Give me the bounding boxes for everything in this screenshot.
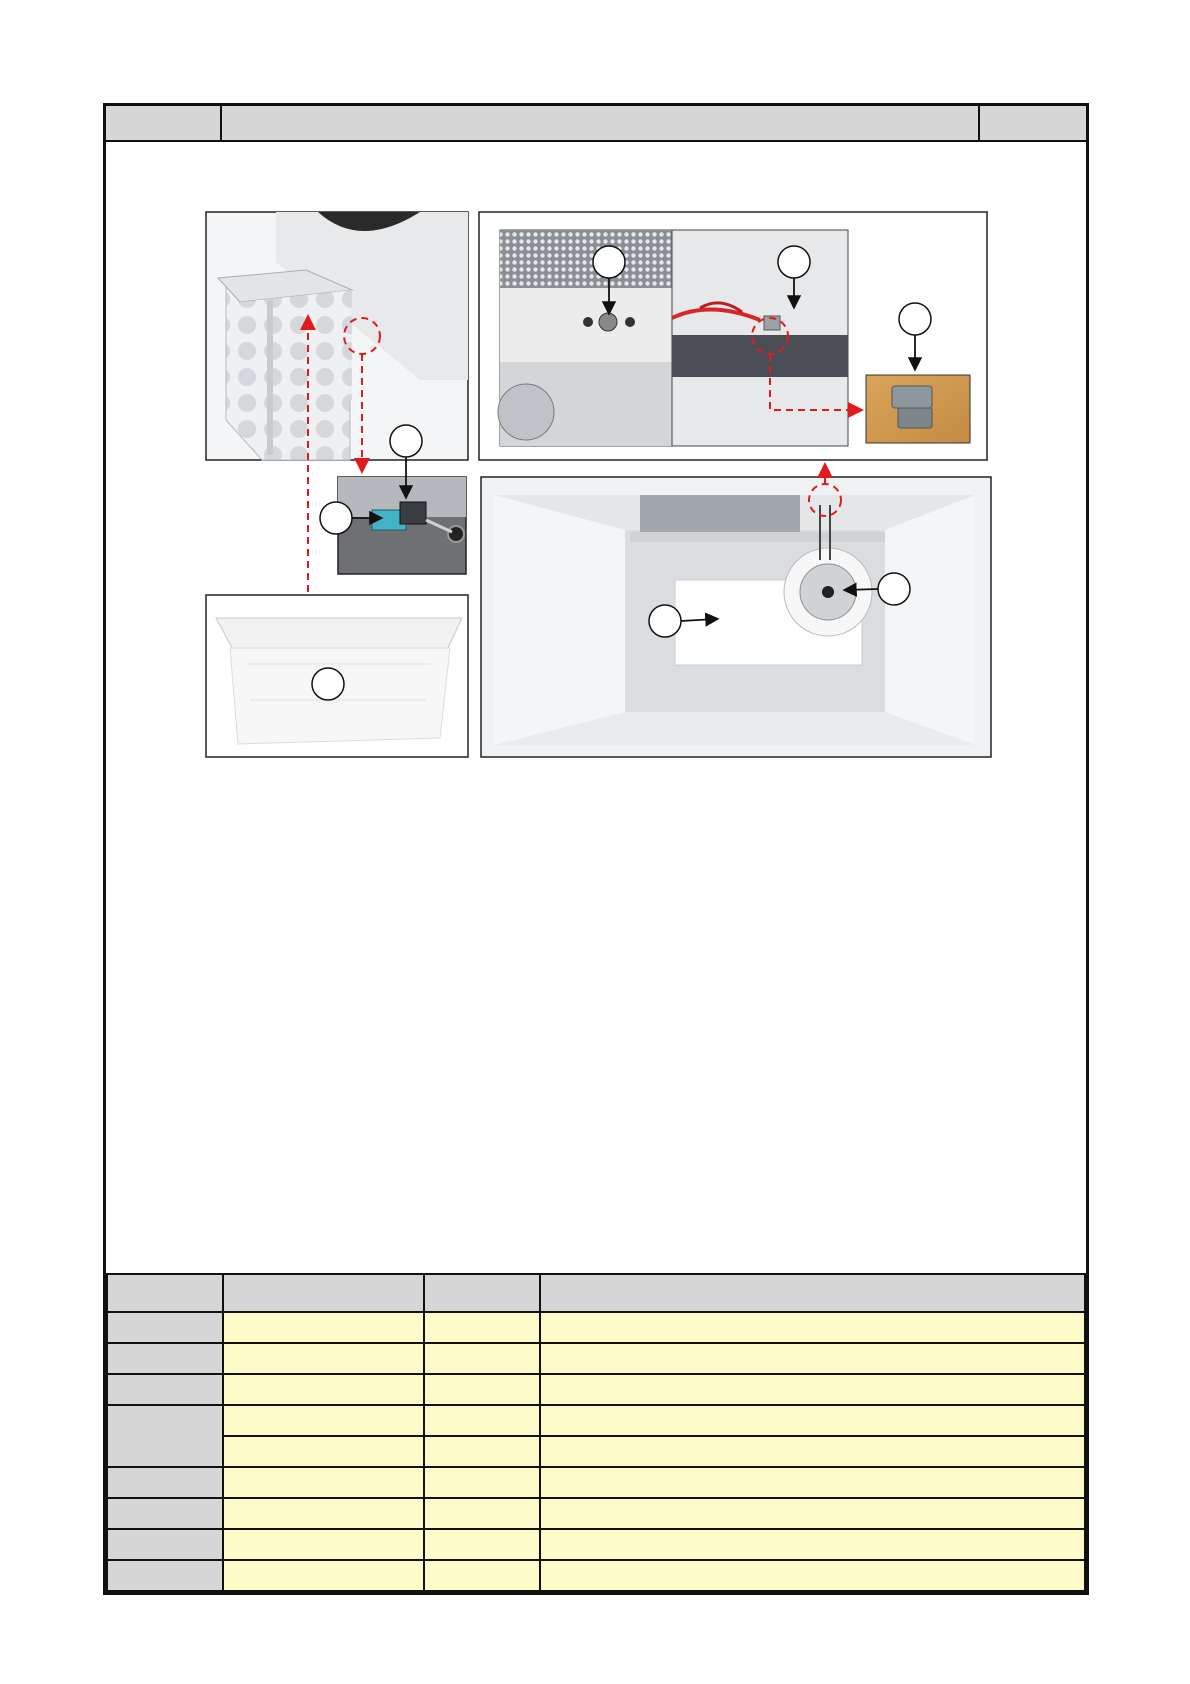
photo-drawer-panel <box>206 212 468 460</box>
fan-impeller <box>784 548 872 636</box>
photo-micro-switch-panel <box>338 477 466 574</box>
photo-cable-gland-panel <box>479 212 987 460</box>
cable-gland-part <box>892 386 932 428</box>
photo-fan-housing-panel <box>481 477 991 757</box>
callout-marker <box>312 668 344 700</box>
